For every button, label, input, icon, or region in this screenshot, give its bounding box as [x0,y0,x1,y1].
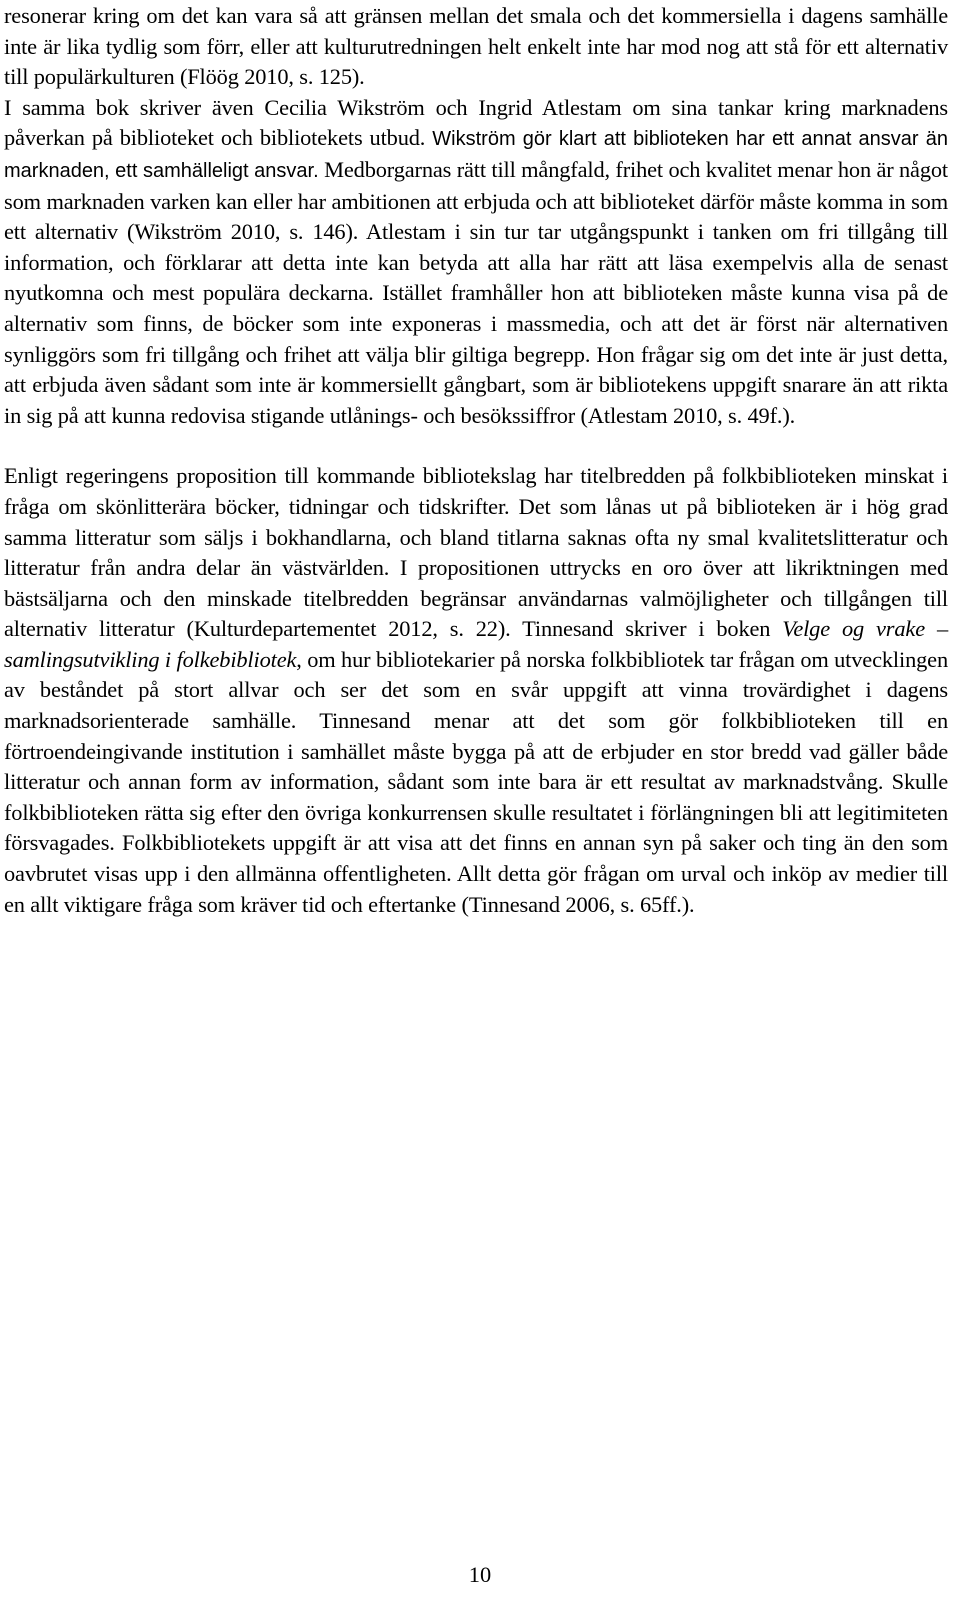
paragraph-2 [4,93,948,432]
paragraph-3-text-a: Enligt regeringens proposition till kommande bibliotekslag har titelbredden på folkbiblioteken minskat i fråga om skönlitterära böcker, tidningar och tidskrifter. Det som lånas ut på biblioteken är i hög grad samma litteratur som säljs i bokhandlarna, och bland titlarna saknas ofta ny smal kvalitetslitteratur och litteratur från andra delar än västvärlden. I propositionen uttrycks en oro över att likriktningen med bästsäljarna och den minskade titelbredden begränsar användarnas valmöjligheter och tillgången till alternativ litteratur (Kulturdepartementet 2012, s. 22). Tinnesand skriver i boken [4,463,948,642]
paragraph-1-text: resonerar kring om det kan vara så att gränsen mellan det smala och det kommersiella i dagens samhälle inte är lika tydlig som förr, eller att kulturutredningen helt enkelt inte har mod nog att stå för ett alternativ till populärkulturen (Flöög 2010, s. 125). [4,3,948,90]
page-number: 10 [468,1562,492,1587]
paragraph-2-text-c: Medborgarnas rätt till mångfald, frihet och kvalitet menar hon är något som marknaden varken kan eller har ambitionen att erbjuda och att biblioteket därför måste komma in som ett alternativ (Wikström 2010, s. 146). Atlestam i sin tur tar utgångspunkt i tanken om fri tillgång till information, och förklarar att detta inte kan betyda att alla har rätt att läsa exempelvis alla de senast nyutkomna och mest populära deckarna. Istället framhåller hon att biblioteken måste kunna visa på de alternativ som finns, de böcker som inte exponeras i massmedia, och att det är först när alternativen synliggörs som fri tillgång och frihet att välja blir giltiga begrepp. Hon frågar sig om det inte är just detta, att erbjuda även sådant som inte är kommersiellt gångbart, som är bibliotekens uppgift snarare än att rikta in sig på att kunna redovisa stigande utlånings- och besökssiffror (Atlestam 2010, s. 49f.). [4,156,949,428]
document-page [4,0,948,920]
paragraph-2-text-a: I samma bok skriver även Cecilia Wikström och Ingrid Atlestam om sina tankar kring marknadens påverkan på biblioteket och bibliotekets utbud. [4,94,948,151]
paragraph-3-text-b: , om hur bibliotekarier på norska folkbibliotek tar frågan om utvecklingen av beståndet på stort allvar och ser det som en svår uppgift att vinna trovärdighet i dagens marknadsorienterade samhälle. Tinnesand menar att det som gör folkbiblioteken till en förtroendeingivande institution i samhället måste bygga på att de erbjuder en stor bredd vad gäller både litteratur och annan form av information, sådant som inte bara är ett resultat av marknadstvång. Skulle folkbiblioteken rätta sig efter den övriga konkurrensen skulle resultatet i förlängningen bli att legitimiteten försvagades. Folkbibliotekets uppgift är att visa att det finns en annan syn på saker och ting än den som oavbrutet visas upp i den allmänna offentligheten. Allt detta gör frågan om urval och inköp av medier till en allt viktigare fråga som kräver tid och eftertanke (Tinnesand 2006, s. 65ff.). [4,646,948,917]
paragraph-2-text-b: Wikström gör klart att biblioteken har ett annat ansvar än marknaden, ett samhälleligt ansvar. [4,128,948,182]
paragraph-1 [4,0,948,93]
book-title: Velge og vrake – samlingsutvikling i folkebibliotek [4,616,948,672]
paragraph-3 [4,461,948,920]
